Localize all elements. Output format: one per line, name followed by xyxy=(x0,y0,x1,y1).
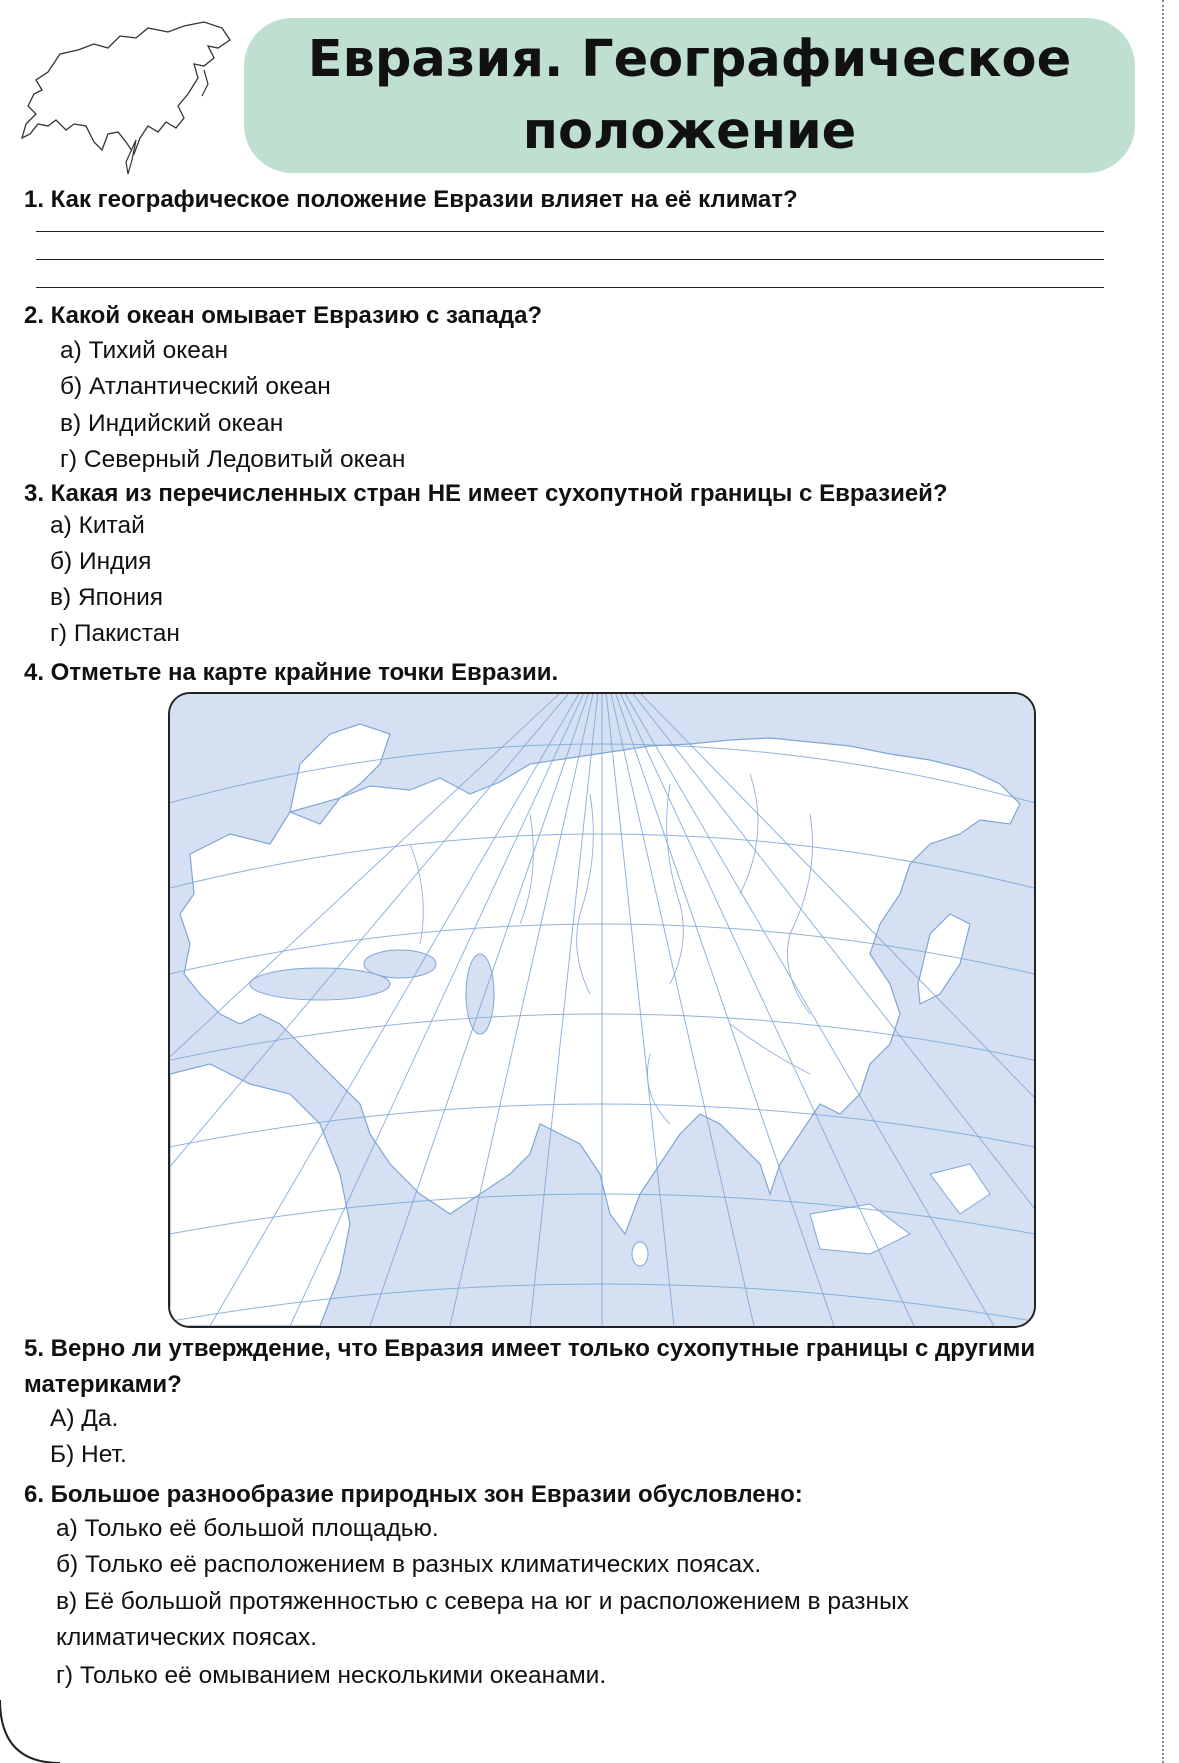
q6-option-c[interactable]: в) Её большой протяженностью с севера на юг и расположением в разных xyxy=(56,1588,909,1615)
q2-option-d[interactable]: г) Северный Ледовитый океан xyxy=(60,446,406,473)
answer-line-1[interactable] xyxy=(36,231,1104,232)
question-5-line-2: материками? xyxy=(24,1371,182,1398)
q2-option-a[interactable]: а) Тихий океан xyxy=(60,337,228,364)
q3-option-b[interactable]: б) Индия xyxy=(50,548,152,575)
page-corner-curve xyxy=(0,1700,70,1763)
answer-line-2[interactable] xyxy=(36,259,1104,260)
question-2: 2. Какой океан омывает Евразию с запада? xyxy=(24,302,543,329)
eurasia-outline-icon xyxy=(8,14,240,182)
q5-option-b[interactable]: Б) Нет. xyxy=(50,1441,127,1468)
q2-option-b[interactable]: б) Атлантический океан xyxy=(60,373,331,400)
page-edge xyxy=(1162,0,1164,1763)
q6-option-c-continued: климатических поясах. xyxy=(56,1624,318,1651)
question-5-line-1: 5. Верно ли утверждение, что Евразия имеет только сухопутные границы с другими xyxy=(24,1335,1036,1362)
q3-option-c[interactable]: в) Япония xyxy=(50,584,164,611)
q3-option-a[interactable]: а) Китай xyxy=(50,512,145,539)
page-title-line-1: Евразия. Географическое xyxy=(307,29,1072,89)
question-6: 6. Большое разнообразие природных зон Евразии обусловлено: xyxy=(24,1481,803,1508)
question-3: 3. Какая из перечисленных стран НЕ имеет сухопутной границы с Евразией? xyxy=(24,480,948,507)
q6-option-b[interactable]: б) Только её расположением в разных климатических поясах. xyxy=(56,1551,762,1578)
page-title-line-2: положение xyxy=(522,101,857,161)
q5-option-a[interactable]: А) Да. xyxy=(50,1405,119,1432)
q6-option-a[interactable]: а) Только её большой площадью. xyxy=(56,1515,439,1542)
question-1: 1. Как географическое положение Евразии влияет на её климат? xyxy=(24,186,798,213)
q6-option-d[interactable]: г) Только её омыванием несколькими океанами. xyxy=(56,1662,607,1689)
q3-option-d[interactable]: г) Пакистан xyxy=(50,620,180,647)
eurasia-contour-map[interactable] xyxy=(168,692,1036,1328)
q2-option-c[interactable]: в) Индийский океан xyxy=(60,410,284,437)
question-4: 4. Отметьте на карте крайние точки Евразии. xyxy=(24,659,559,686)
answer-line-3[interactable] xyxy=(36,287,1104,288)
title-banner xyxy=(244,18,1135,173)
